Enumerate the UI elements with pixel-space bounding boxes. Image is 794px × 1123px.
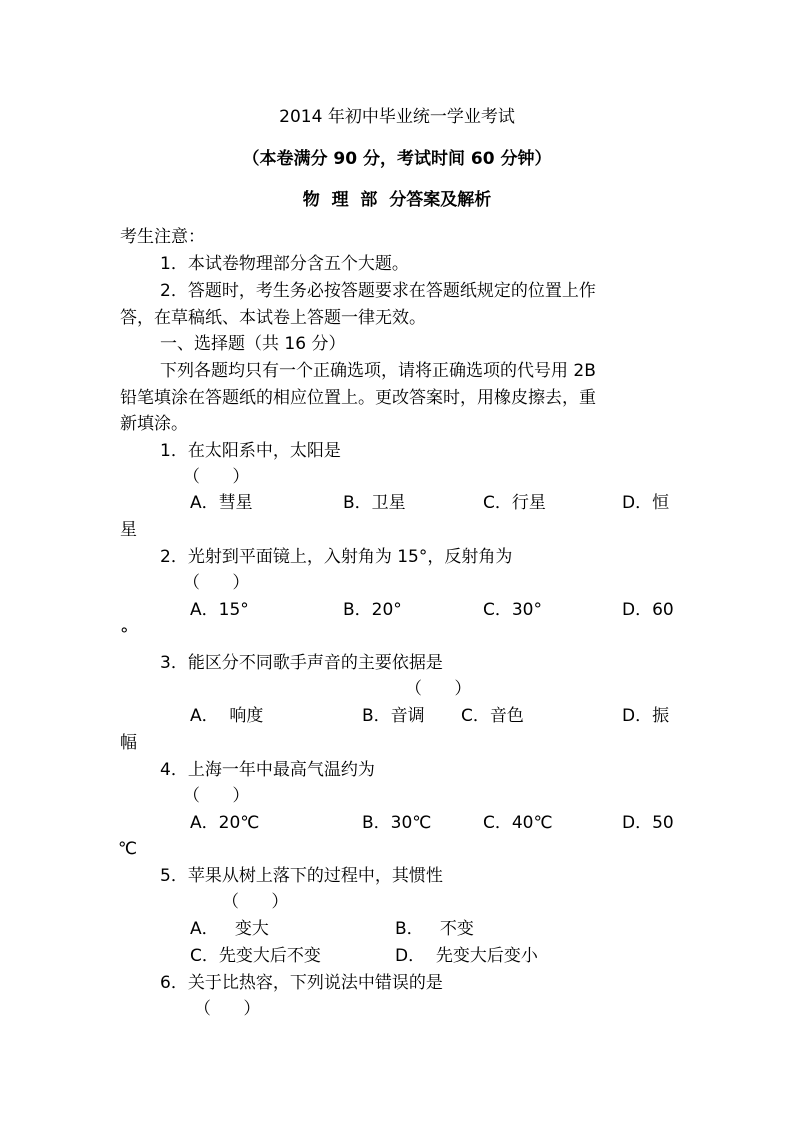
question-3-option-c: C．音色 [461, 706, 524, 726]
question-3-option-b: B．音调 [362, 706, 425, 726]
part1-heading: 一、选择题（共 16 分） [160, 334, 346, 354]
part1-instructions-line1: 下列各题均只有一个正确选项，请将正确选项的代号用 2B [160, 361, 596, 381]
question-3-option-a: A． 响度 [190, 706, 264, 726]
question-2-option-c: C．30° [483, 600, 543, 620]
question-5-stem: 5．苹果从树上落下的过程中，其惯性 [160, 866, 443, 886]
question-2-option-d-wrap: ° [120, 625, 129, 645]
question-4-option-d-wrap: ℃ [118, 839, 138, 859]
question-4-option-c: C．40℃ [483, 813, 553, 833]
part1-instructions-line3: 新填涂。 [120, 414, 188, 434]
exam-subtitle: （本卷满分 90 分，考试时间 60 分钟） [242, 149, 552, 169]
question-5-option-c: C．先变大后不变 [190, 946, 321, 966]
question-2-option-a: A．15° [190, 600, 249, 620]
question-6-blank: （ ） [194, 999, 261, 1019]
question-1-option-d-wrap: 星 [120, 520, 137, 540]
part1-instructions-line2: 铅笔填涂在答题纸的相应位置上。更改答案时，用橡皮擦去，重 [120, 388, 596, 408]
question-2-option-b: B．20° [343, 600, 402, 620]
question-3-blank: （ ） [405, 679, 472, 699]
exam-title: 2014 年初中毕业统一学业考试 [279, 107, 515, 127]
question-4-blank: （ ） [183, 786, 250, 806]
question-6-stem: 6．关于比热容，下列说法中错误的是 [160, 973, 443, 993]
question-3-option-d-wrap: 幅 [120, 733, 137, 753]
question-1-option-b: B．卫星 [343, 493, 406, 513]
question-1-option-d: D．恒 [622, 493, 670, 513]
notes-item-2-line1: 2．答题时，考生务必按答题要求在答题纸规定的位置上作 [160, 281, 596, 301]
question-3-stem: 3．能区分不同歌手声音的主要依据是 [160, 653, 443, 673]
notes-heading: 考生注意： [120, 227, 205, 247]
question-1-option-a: A．彗星 [190, 493, 253, 513]
section-title: 物 理 部 分答案及解析 [302, 190, 492, 210]
question-5-option-b: B． 不变 [395, 919, 474, 939]
question-2-blank: （ ） [183, 573, 250, 593]
question-1-stem: 1．在太阳系中，太阳是 [160, 441, 341, 461]
question-3-option-d: D．振 [622, 706, 670, 726]
question-4-option-d: D．50 [622, 813, 674, 833]
question-5-option-d: D． 先变大后变小 [395, 946, 538, 966]
question-2-option-d: D．60 [622, 600, 674, 620]
question-1-blank: （ ） [183, 467, 250, 487]
question-4-option-a: A．20℃ [190, 813, 260, 833]
question-2-stem: 2．光射到平面镜上，入射角为 15°，反射角为 [160, 547, 513, 567]
question-4-option-b: B．30℃ [362, 813, 432, 833]
question-1-option-c: C．行星 [483, 493, 546, 513]
notes-item-2-line2: 答，在草稿纸、本试卷上答题一律无效。 [120, 308, 426, 328]
question-5-blank: （ ） [222, 892, 289, 912]
question-5-option-a: A． 变大 [190, 919, 269, 939]
notes-item-1: 1．本试卷物理部分含五个大题。 [160, 254, 409, 274]
question-4-stem: 4．上海一年中最高气温约为 [160, 760, 375, 780]
